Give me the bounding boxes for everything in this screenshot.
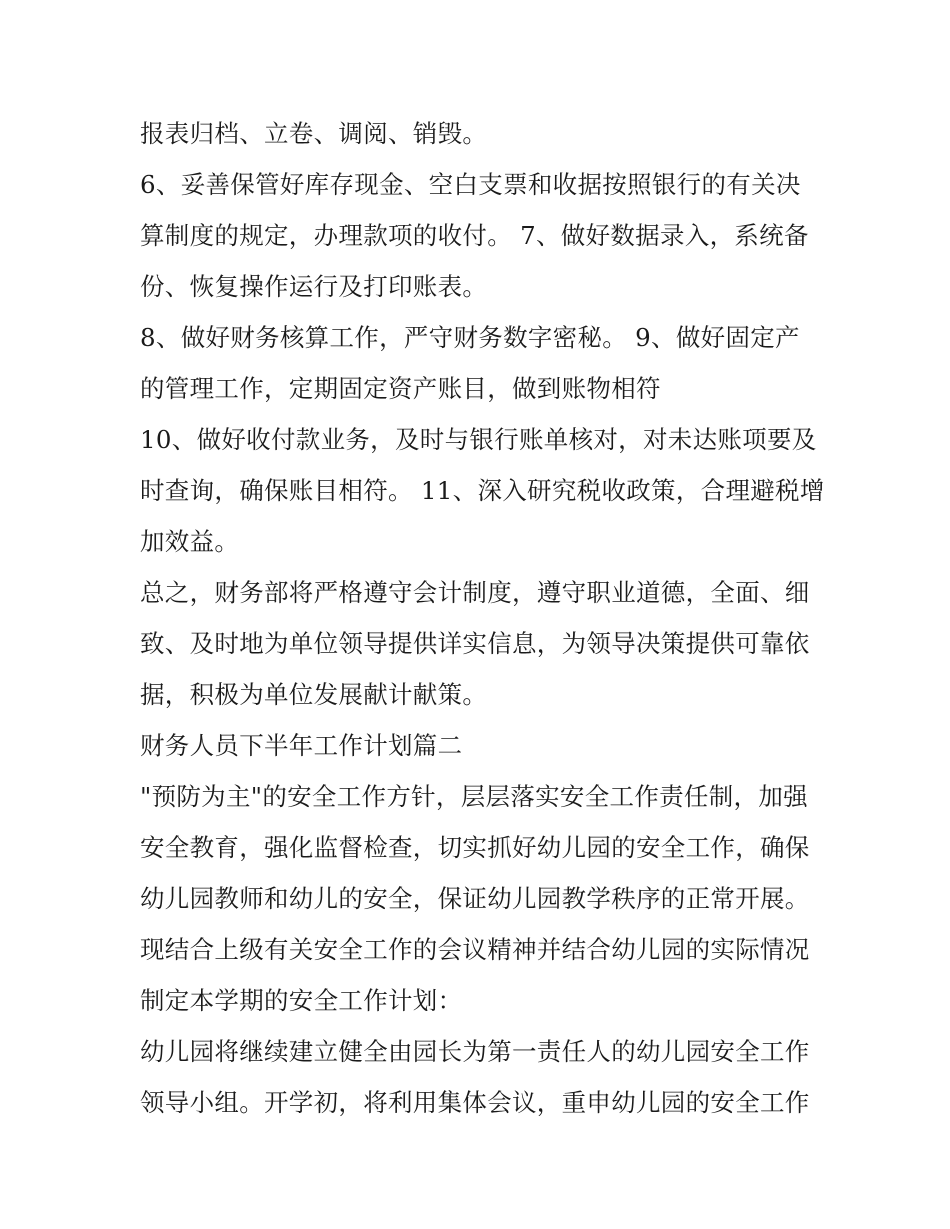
text-line: 幼儿园教师和幼儿的安全，保证幼儿园教学秩序的正常开展。: [140, 884, 810, 913]
text-line: 加效益。: [140, 527, 240, 556]
text-line: 总之，财务部将严格遵守会计制度，遵守职业道德，全面、细: [140, 578, 810, 607]
text-line: 10、做好收付款业务，及时与银行账单核对，对未达账项要及: [140, 425, 817, 454]
text-line: 现结合上级有关安全工作的会议精神并结合幼儿园的实际情况: [140, 935, 810, 964]
text-line: 领导小组。开学初，将利用集体会议，重申幼儿园的安全工作: [140, 1088, 810, 1117]
text-line: 据，积极为单位发展献计献策。: [140, 680, 488, 709]
text-line: 的管理工作，定期固定资产账目，做到账物相符: [140, 374, 661, 403]
text-line: 份、恢复操作运行及打印账表。: [140, 272, 488, 301]
text-line: 8、做好财务核算工作，严守财务数字密秘。 9、做好固定产: [140, 323, 800, 352]
text-line: 制定本学期的安全工作计划：: [140, 986, 463, 1015]
text-line: 算制度的规定，办理款项的收付。 7、做好数据录入，系统备: [140, 221, 809, 250]
text-line: "预防为主"的安全工作方针，层层落实安全工作责任制，加强: [140, 782, 808, 811]
text-line: 6、妥善保管好库存现金、空白支票和收据按照银行的有关决: [140, 170, 801, 199]
text-line: 报表归档、立卷、调阅、销毁。: [140, 119, 488, 148]
section-heading: 财务人员下半年工作计划篇二: [140, 731, 463, 760]
text-line: 致、及时地为单位领导提供详实信息，为领导决策提供可靠依: [140, 629, 810, 658]
text-line: 时查询，确保账目相符。 11、深入研究税收政策，合理避税增: [140, 476, 825, 505]
text-line: 幼儿园将继续建立健全由园长为第一责任人的幼儿园安全工作: [140, 1037, 810, 1066]
document-body: [140, 108, 825, 1128]
text-line: 安全教育，强化监督检查，切实抓好幼儿园的安全工作，确保: [140, 833, 810, 862]
